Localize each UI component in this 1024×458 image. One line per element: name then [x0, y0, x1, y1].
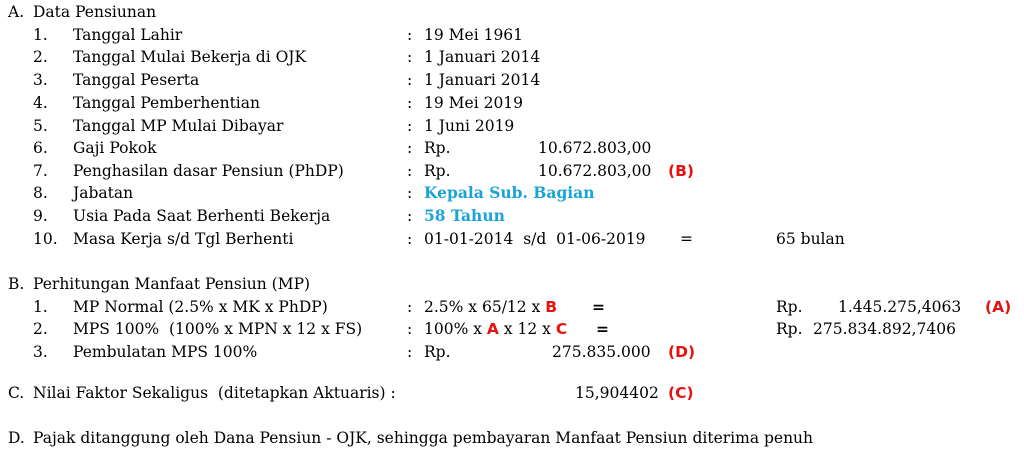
- ref-tag-a: (A): [985, 298, 1012, 316]
- row-label: Tanggal Lahir: [73, 26, 183, 44]
- row-number: 9.: [33, 207, 48, 225]
- row-currency: Rp.: [776, 320, 803, 338]
- formula-text: x 12 x: [503, 320, 551, 338]
- row-colon: :: [407, 230, 413, 248]
- row-colon: :: [407, 298, 413, 316]
- row-colon: :: [407, 343, 413, 361]
- section-a-letter: A.: [8, 3, 25, 21]
- row-amount: 10.672.803,00: [538, 162, 652, 180]
- equals-sign: =: [592, 298, 605, 316]
- masa-kerja-result: 65 bulan: [776, 230, 845, 248]
- row-value: 19 Mei 1961: [424, 26, 524, 44]
- formula: [424, 319, 567, 339]
- row-number: 2.: [33, 320, 48, 338]
- row-amount: 10.672.803,00: [538, 139, 652, 157]
- row-number: 1.: [33, 26, 48, 44]
- row-value: 19 Mei 2019: [424, 94, 524, 112]
- row-colon: :: [407, 139, 413, 157]
- masa-kerja-range: 01-01-2014 s/d 01-06-2019: [424, 230, 646, 248]
- row-label: MP Normal (2.5% x MK x PhDP): [73, 298, 328, 316]
- formula-var-c: C: [555, 320, 568, 338]
- row-label: Jabatan: [73, 184, 134, 202]
- row-amount: 275.834.892,7406: [813, 320, 956, 338]
- ref-tag-d: (D): [668, 343, 696, 361]
- row-colon: :: [407, 117, 413, 135]
- row-number: 2.: [33, 48, 48, 66]
- formula-var-b: B: [545, 298, 558, 316]
- row-value: 1 Januari 2014: [424, 48, 541, 66]
- row-number: 6.: [33, 139, 48, 157]
- equals-sign: =: [596, 320, 609, 338]
- formula-var-a: A: [486, 320, 499, 338]
- row-currency: Rp.: [424, 343, 451, 361]
- row-colon: :: [407, 320, 413, 338]
- row-label: Penghasilan dasar Pensiun (PhDP): [73, 162, 344, 180]
- section-c-title: Nilai Faktor Sekaligus (ditetapkan Aktuaris) :: [33, 384, 396, 402]
- row-value: 1 Juni 2019: [424, 117, 515, 135]
- formula-text: 100% x: [424, 320, 482, 338]
- row-label: Pembulatan MPS 100%: [73, 343, 258, 361]
- row-number: 3.: [33, 343, 48, 361]
- section-a-title: Data Pensiunan: [33, 3, 157, 21]
- row-currency: Rp.: [424, 139, 451, 157]
- row-label: MPS 100% (100% x MPN x 12 x FS): [73, 320, 363, 338]
- row-number: 5.: [33, 117, 48, 135]
- row-colon: :: [407, 184, 413, 202]
- formula: [424, 297, 557, 317]
- row-currency: Rp.: [424, 162, 451, 180]
- section-d-text: Pajak ditanggung oleh Dana Pensiun - OJK, sehingga pembayaran Manfaat Pensiun diterima penuh: [33, 429, 814, 447]
- row-label: Tanggal Peserta: [73, 71, 200, 89]
- equals-sign: =: [680, 230, 693, 248]
- formula-text: 2.5% x 65/12 x: [424, 298, 541, 316]
- row-label: Gaji Pokok: [73, 139, 157, 157]
- row-label: Masa Kerja s/d Tgl Berhenti: [73, 230, 294, 248]
- ref-tag-c: (C): [668, 384, 694, 402]
- row-currency: Rp.: [776, 298, 803, 316]
- row-value: 1 Januari 2014: [424, 71, 541, 89]
- row-amount: 275.835.000: [552, 343, 651, 361]
- row-number: 10.: [33, 230, 58, 248]
- section-b-letter: B.: [8, 275, 25, 293]
- section-c-letter: C.: [8, 384, 25, 402]
- section-b-title: Perhitungan Manfaat Pensiun (MP): [33, 275, 311, 293]
- section-d-letter: D.: [8, 429, 25, 447]
- row-number: 4.: [33, 94, 48, 112]
- row-number: 7.: [33, 162, 48, 180]
- faktor-amount: 15,904402: [575, 384, 659, 402]
- row-label: Tanggal MP Mulai Dibayar: [73, 117, 284, 135]
- row-number: 3.: [33, 71, 48, 89]
- row-label: Usia Pada Saat Berhenti Bekerja: [73, 207, 331, 225]
- row-colon: :: [407, 162, 413, 180]
- row-number: 8.: [33, 184, 48, 202]
- row-colon: :: [407, 94, 413, 112]
- row-label: Tanggal Pemberhentian: [73, 94, 260, 112]
- row-colon: :: [407, 26, 413, 44]
- row-label: Tanggal Mulai Bekerja di OJK: [73, 48, 307, 66]
- row-colon: :: [407, 207, 413, 225]
- row-colon: :: [407, 48, 413, 66]
- usia-value: 58 Tahun: [424, 206, 505, 225]
- row-amount: 1.445.275,4063: [838, 298, 962, 316]
- row-colon: :: [407, 71, 413, 89]
- row-number: 1.: [33, 298, 48, 316]
- ref-tag-b: (B): [668, 162, 694, 180]
- jabatan-value: Kepala Sub. Bagian: [424, 183, 595, 202]
